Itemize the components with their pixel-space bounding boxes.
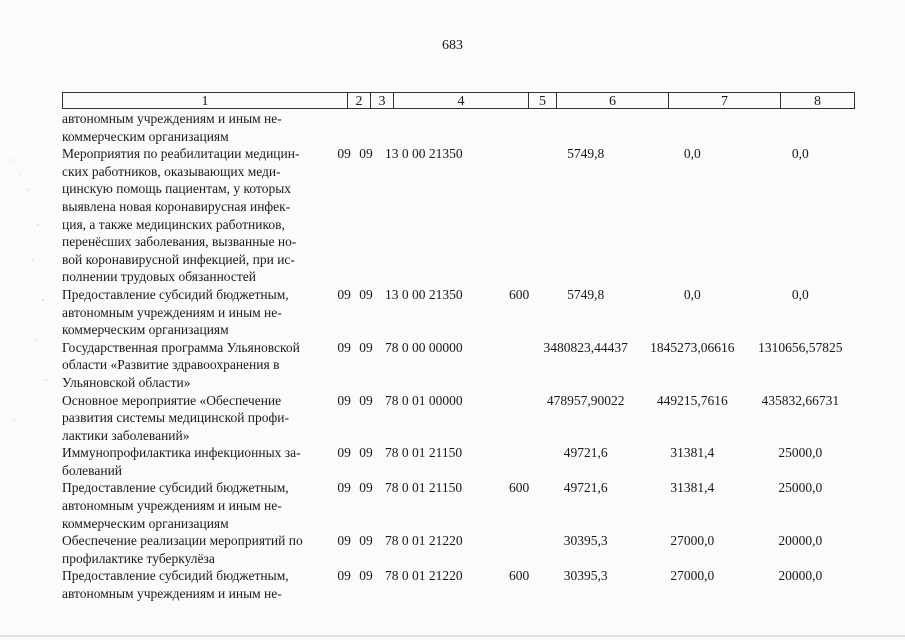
- row-name-line: ция, а также медицинских работников,: [62, 216, 285, 232]
- cell-col-6: 49721,6: [563, 480, 608, 496]
- row-name-line: Иммунопрофилактика инфекционных за-: [62, 445, 301, 461]
- cell-col-3: 09: [359, 339, 373, 355]
- row-name: [62, 339, 333, 392]
- cell-col-2: 09: [337, 286, 351, 302]
- cell-col-7: 0,0: [683, 146, 701, 162]
- row-name-line: области «Развитие здравоохранения в: [62, 357, 280, 373]
- cell-col-2: 09: [337, 480, 351, 496]
- cell-col-2: [333, 110, 355, 145]
- row-name-line: ских работников, оказывающих меди-: [62, 163, 281, 179]
- row-name-line: Предоставление субсидий бюджетным,: [62, 568, 289, 584]
- row-name-line: Предоставление субсидий бюджетным,: [62, 286, 289, 302]
- cell-col-3: 09: [359, 533, 373, 549]
- table-row: [62, 110, 855, 145]
- row-name-line: коммерческим организациям: [62, 128, 229, 144]
- cell-col-6: 3480823,44437: [543, 339, 628, 355]
- row-name-line: болеваний: [62, 462, 123, 478]
- cell-col-4: 13 0 00 21350: [384, 286, 463, 302]
- row-name-line: автономным учреждениям и иным не-: [62, 586, 282, 602]
- row-name-line: перенёсших заболевания, вызванные но-: [62, 234, 297, 250]
- row-name: [62, 145, 333, 286]
- cell-col-7: 27000,0: [670, 533, 715, 549]
- row-name: [62, 110, 333, 145]
- cell-col-2: 09: [337, 392, 351, 408]
- cell-col-4: 78 0 01 00000: [384, 392, 463, 408]
- row-name-line: автономным учреждениям и иным не-: [62, 111, 282, 126]
- row-name: [62, 532, 333, 567]
- cell-col-6: 478957,90022: [546, 392, 625, 408]
- cell-col-7: 449215,7616: [656, 392, 728, 408]
- table-header: [62, 92, 855, 109]
- cell-col-8: 20000,0: [778, 568, 823, 584]
- table-row: [62, 532, 855, 567]
- row-name-line: автономным учреждениям и иным не-: [62, 498, 282, 514]
- cell-col-8: 20000,0: [778, 533, 823, 549]
- row-name-line: коммерческим организациям: [62, 515, 229, 531]
- cell-col-8: 0,0: [791, 146, 809, 162]
- cell-col-5: [506, 444, 533, 479]
- row-name-line: развития системы медицинской профи-: [62, 410, 290, 426]
- table-row: [62, 479, 855, 532]
- cell-col-7: 31381,4: [670, 480, 715, 496]
- row-name-line: выявлена новая коронавирусная инфек-: [62, 198, 291, 214]
- cell-col-3: 09: [359, 568, 373, 584]
- row-name-line: коммерческим организациям: [62, 322, 229, 338]
- header-col-4: 4: [394, 93, 529, 108]
- cell-col-8: 25000,0: [778, 445, 823, 461]
- cell-col-7: 27000,0: [670, 568, 715, 584]
- table-row: [62, 145, 855, 286]
- cell-col-5: [506, 145, 533, 286]
- row-name: [62, 286, 333, 339]
- row-name-line: автономным учреждениям и иным не-: [62, 304, 282, 320]
- cell-col-5: 600: [509, 286, 530, 302]
- cell-col-3: 09: [359, 146, 373, 162]
- cell-col-8: 25000,0: [778, 480, 823, 496]
- cell-col-6: 5749,8: [567, 146, 605, 162]
- row-name-line: полнении трудовых обязанностей: [62, 269, 256, 285]
- cell-col-8: [746, 110, 855, 145]
- row-name-line: Ульяновской области»: [62, 374, 191, 390]
- header-col-7: 7: [669, 93, 781, 108]
- row-name-line: Обеспечение реализации мероприятий по: [62, 533, 303, 549]
- cell-col-2: 09: [337, 533, 351, 549]
- cell-col-3: 09: [359, 480, 373, 496]
- cell-col-6: 49721,6: [563, 445, 608, 461]
- cell-col-2: 09: [337, 146, 351, 162]
- cell-col-4: 78 0 01 21150: [384, 445, 463, 461]
- cell-col-7: 31381,4: [670, 445, 715, 461]
- scan-noise-left: [8, 150, 53, 450]
- cell-col-4: 78 0 01 21220: [384, 533, 463, 549]
- cell-col-5: [506, 110, 533, 145]
- header-col-3: 3: [371, 93, 394, 108]
- cell-col-5: 600: [509, 568, 530, 584]
- header-col-8: 8: [814, 94, 821, 109]
- header-col-2: 2: [348, 93, 371, 108]
- row-name-line: Государственная программа Ульяновской: [62, 339, 300, 355]
- cell-col-8: 435832,66731: [761, 392, 840, 408]
- row-name: [62, 567, 333, 602]
- table-row: [62, 286, 855, 339]
- header-col-6: 6: [557, 93, 669, 108]
- cell-col-7: [639, 110, 746, 145]
- table-row: [62, 567, 855, 602]
- cell-col-5: [506, 532, 533, 567]
- cell-col-5: 600: [509, 480, 530, 496]
- row-name-line: Предоставление субсидий бюджетным,: [62, 480, 289, 496]
- table-body: [62, 110, 855, 603]
- cell-col-4: 13 0 00 21350: [384, 146, 463, 162]
- cell-col-4: 78 0 00 00000: [384, 339, 463, 355]
- row-name: [62, 392, 333, 445]
- cell-col-3: 09: [359, 445, 373, 461]
- cell-col-2: 09: [337, 568, 351, 584]
- cell-col-3: 09: [359, 286, 373, 302]
- cell-col-7: 1845273,06616: [650, 339, 735, 355]
- cell-col-2: 09: [337, 339, 351, 355]
- scan-edge-bottom: [0, 626, 905, 640]
- row-name-line: цинскую помощь пациентам, у которых: [62, 181, 292, 197]
- cell-col-8: 0,0: [791, 286, 809, 302]
- row-name: [62, 444, 333, 479]
- row-name-line: профилактике туберкулёза: [62, 550, 215, 566]
- cell-col-3: 09: [359, 392, 373, 408]
- header-col-1: 1: [63, 93, 348, 108]
- table-row: [62, 444, 855, 479]
- cell-col-8: 1310656,57825: [758, 339, 843, 355]
- cell-col-6: 30395,3: [563, 533, 608, 549]
- cell-col-4: [377, 110, 506, 145]
- row-name-line: лактики заболеваний»: [62, 427, 190, 443]
- cell-col-2: 09: [337, 445, 351, 461]
- row-name: [62, 479, 333, 532]
- cell-col-3: [355, 110, 377, 145]
- table-row: [62, 392, 855, 445]
- cell-col-5: [506, 392, 533, 445]
- page-number: 683: [442, 38, 463, 53]
- cell-col-6: 30395,3: [563, 568, 608, 584]
- cell-col-4: 78 0 01 21220: [384, 568, 463, 584]
- header-col-5: 5: [529, 93, 557, 108]
- row-name-line: вой коронавирусной инфекцией, при ис-: [62, 251, 295, 267]
- cell-col-5: [506, 339, 533, 392]
- cell-col-6: [532, 110, 639, 145]
- cell-col-4: 78 0 01 21150: [384, 480, 463, 496]
- cell-col-7: 0,0: [683, 286, 701, 302]
- row-name-line: Мероприятия по реабилитации медицин-: [62, 146, 300, 162]
- cell-col-6: 5749,8: [567, 286, 605, 302]
- row-name-line: Основное мероприятие «Обеспечение: [62, 392, 282, 408]
- table-row: [62, 339, 855, 392]
